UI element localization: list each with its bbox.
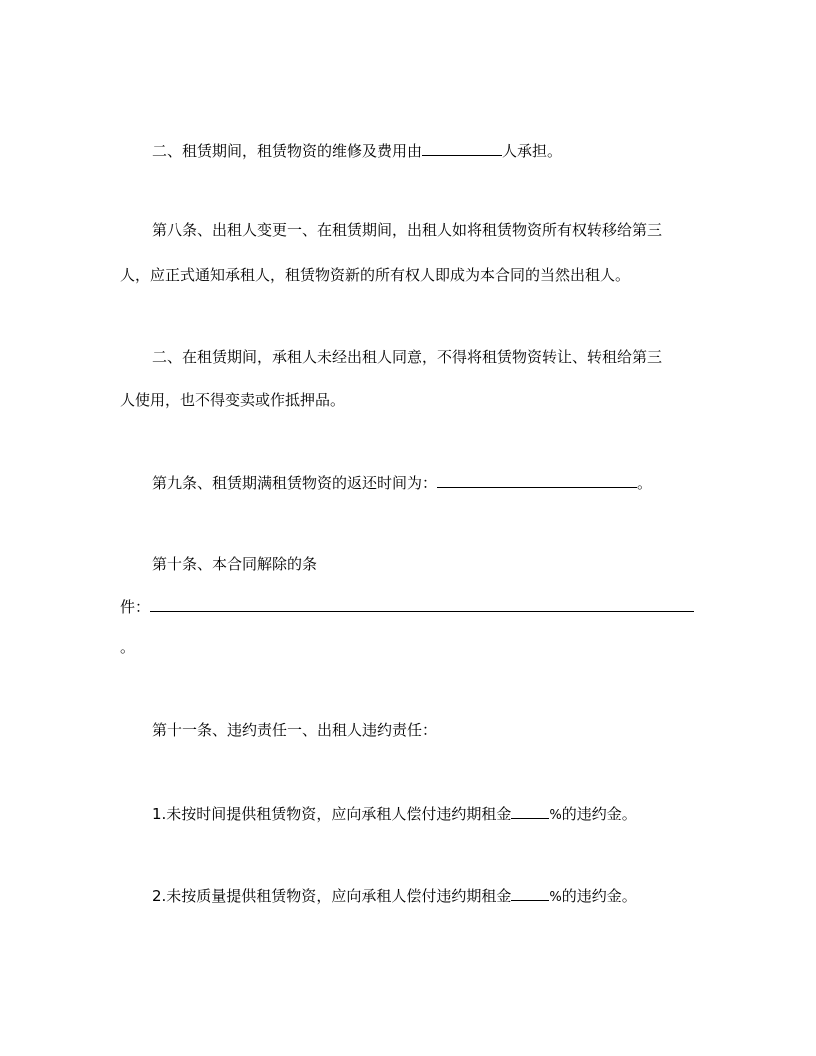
paragraph-return-time: [120, 472, 732, 493]
paragraph-text: 。: [637, 474, 653, 492]
paragraph-text: 件：: [120, 598, 151, 616]
paragraph-maintenance-cost: [120, 140, 732, 161]
paragraph-text: 的违约金。: [561, 805, 637, 823]
paragraph-text: 人，应正式通知承租人，租赁物资新的所有权人即成为本合同的当然出租人。: [120, 266, 631, 284]
paragraph-sublease-line-2: [120, 390, 700, 410]
paragraph-liability-heading: [120, 720, 732, 740]
paragraph-late-delivery-penalty: [120, 803, 732, 826]
paragraph-text: 第十一条、违约责任一、出租人违约责任：: [152, 721, 438, 739]
paragraph-text: 第九条、租赁期满租赁物资的返还时间为：: [152, 474, 438, 492]
fill-blank: [511, 885, 549, 901]
paragraph-text: 人承担。: [502, 142, 563, 160]
paragraph-text: 。: [120, 638, 136, 656]
paragraph-lessor-change-line-1: [120, 220, 732, 240]
paragraph-text: 第八条、出租人变更一、在租赁期间，出租人如将租赁物资所有权转移给第三: [152, 221, 663, 239]
paragraph-termination-line-2: [120, 596, 700, 617]
percent-sign: %: [549, 808, 562, 823]
paragraph-text: 二、在租赁期间，承租人未经出租人同意，不得将租赁物资转让、转租给第三: [152, 348, 663, 366]
fill-blank: [422, 140, 502, 156]
fill-blank: [437, 472, 637, 488]
paragraph-termination-line-3: [120, 637, 700, 657]
paragraph-text: 2.未按质量提供租赁物资，应向承租人偿付违约期租金: [152, 887, 512, 905]
percent-sign: %: [549, 890, 562, 905]
paragraph-text: 第十条、本合同解除的条: [152, 555, 318, 573]
paragraph-termination-line-1: [120, 554, 732, 574]
fill-blank: [150, 596, 694, 612]
paragraph-text: 1.未按时间提供租赁物资，应向承租人偿付违约期租金: [152, 805, 512, 823]
paragraph-lessor-change-line-2: [120, 265, 700, 285]
paragraph-text: 人使用，也不得变卖或作抵押品。: [120, 391, 346, 409]
fill-blank: [511, 803, 549, 819]
paragraph-text: 二、租赁期间，租赁物资的维修及费用由: [152, 142, 423, 160]
paragraph-sublease-line-1: [120, 347, 732, 367]
paragraph-quality-penalty: [120, 885, 732, 908]
paragraph-text: 的违约金。: [561, 887, 637, 905]
